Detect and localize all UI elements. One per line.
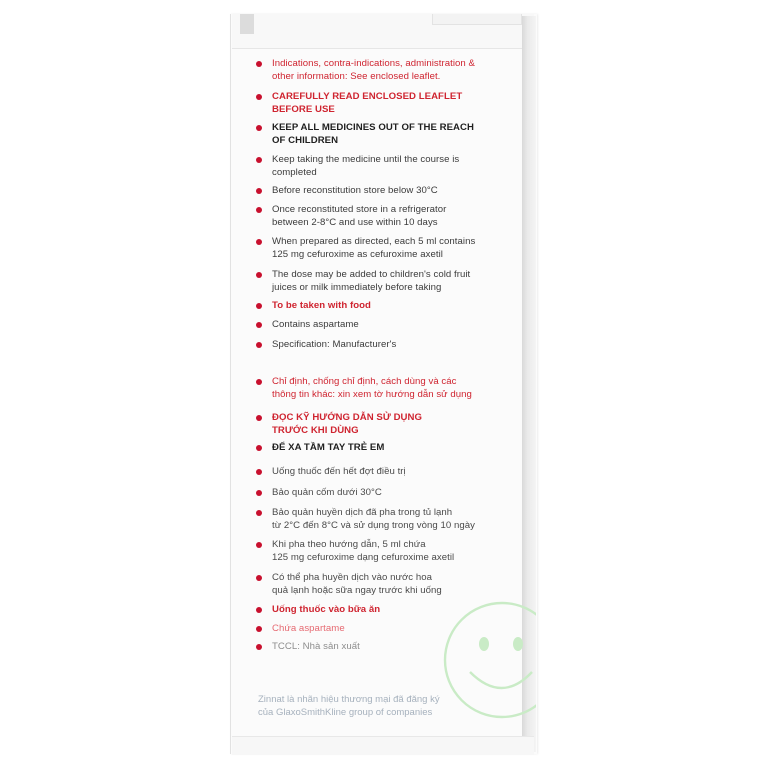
- list-item-text: Uống thuốc đến hết đợt điều trị: [272, 466, 406, 477]
- bullet-dot: [256, 239, 262, 245]
- list-item-text: Specification: Manufacturer's: [272, 339, 397, 350]
- bullet-dot: [256, 542, 262, 548]
- list-item-text: To be taken with food: [272, 300, 371, 311]
- bullet-dot: [256, 342, 262, 348]
- list-item-text: The dose may be added to children's cold fruit juices or milk immediately before taking: [272, 269, 471, 293]
- list-item-text: ĐỌC KỸ HƯỚNG DẪN SỬ DỤNG TRƯỚC KHI DÙNG: [272, 412, 423, 436]
- bullet-dot: [256, 157, 262, 163]
- bullet-dot: [256, 626, 262, 632]
- list-item-text: Chứa aspartame: [272, 623, 345, 634]
- bullet-dot: [256, 188, 262, 194]
- bullet-dot: [256, 575, 262, 581]
- list-item-text: Contains aspartame: [272, 319, 359, 330]
- bullet-dot: [256, 510, 262, 516]
- bullet-dot: [256, 322, 262, 328]
- list-item-text: Có thể pha huyền dịch vào nước hoa quả lạnh hoặc sữa ngay trước khi uống: [272, 572, 442, 596]
- list-item-text: ĐỂ XA TẦM TAY TRẺ EM: [272, 442, 385, 453]
- list-item-text: Chỉ định, chống chỉ định, cách dùng và các thông tin khác: xin xem tờ hướng dẫn sử dụng: [272, 376, 472, 400]
- bullet-dot: [256, 272, 262, 278]
- list-item-text: Keep taking the medicine until the course is completed: [272, 154, 460, 178]
- list-item-text: CAREFULLY READ ENCLOSED LEAFLET BEFORE USE: [272, 91, 463, 115]
- bullet-dot: [256, 644, 262, 650]
- box-top-slot: [432, 14, 522, 25]
- bullet-dot: [256, 61, 262, 67]
- list-item-text: Uống thuốc vào bữa ăn: [272, 604, 381, 615]
- trademark-note: Zinnat là nhãn hiệu thương mại đã đăng ký của GlaxoSmithKline group of companies: [258, 694, 440, 718]
- bullet-dot: [256, 445, 262, 451]
- bullet-dot: [256, 303, 262, 309]
- bullet-dot: [256, 207, 262, 213]
- box-bottom-edge: [232, 736, 534, 755]
- list-item-text: Indications, contra-indications, administration & other information: See enclosed leaflet.: [272, 58, 475, 82]
- list-item-text: Bảo quản huyền dịch đã pha trong tủ lạnh từ 2°C đến 8°C và sử dụng trong vòng 10 ngày: [272, 507, 475, 531]
- list-item-text: Before reconstitution store below 30°C: [272, 185, 438, 196]
- bullet-dot: [256, 415, 262, 421]
- list-item-text: KEEP ALL MEDICINES OUT OF THE REACH OF CHILDREN: [272, 122, 474, 146]
- bullet-dot: [256, 490, 262, 496]
- bullet-dot: [256, 94, 262, 100]
- bullet-dot: [256, 469, 262, 475]
- list-item-text: Once reconstituted store in a refrigerator between 2-8°C and use within 10 days: [272, 204, 447, 228]
- list-item-text: Bảo quản cốm dưới 30°C: [272, 487, 382, 498]
- bullet-dot: [256, 125, 262, 131]
- list-item-text: When prepared as directed, each 5 ml contains 125 mg cefuroxime as cefuroxime axetil: [272, 236, 476, 260]
- box-top-flap: [240, 14, 254, 34]
- list-item-text: Khi pha theo hướng dẫn, 5 ml chứa 125 mg cefuroxime dạng cefuroxime axetil: [272, 539, 455, 563]
- bullet-dot: [256, 607, 262, 613]
- bullet-dot: [256, 379, 262, 385]
- list-item-text: TCCL: Nhà sản xuất: [272, 641, 360, 652]
